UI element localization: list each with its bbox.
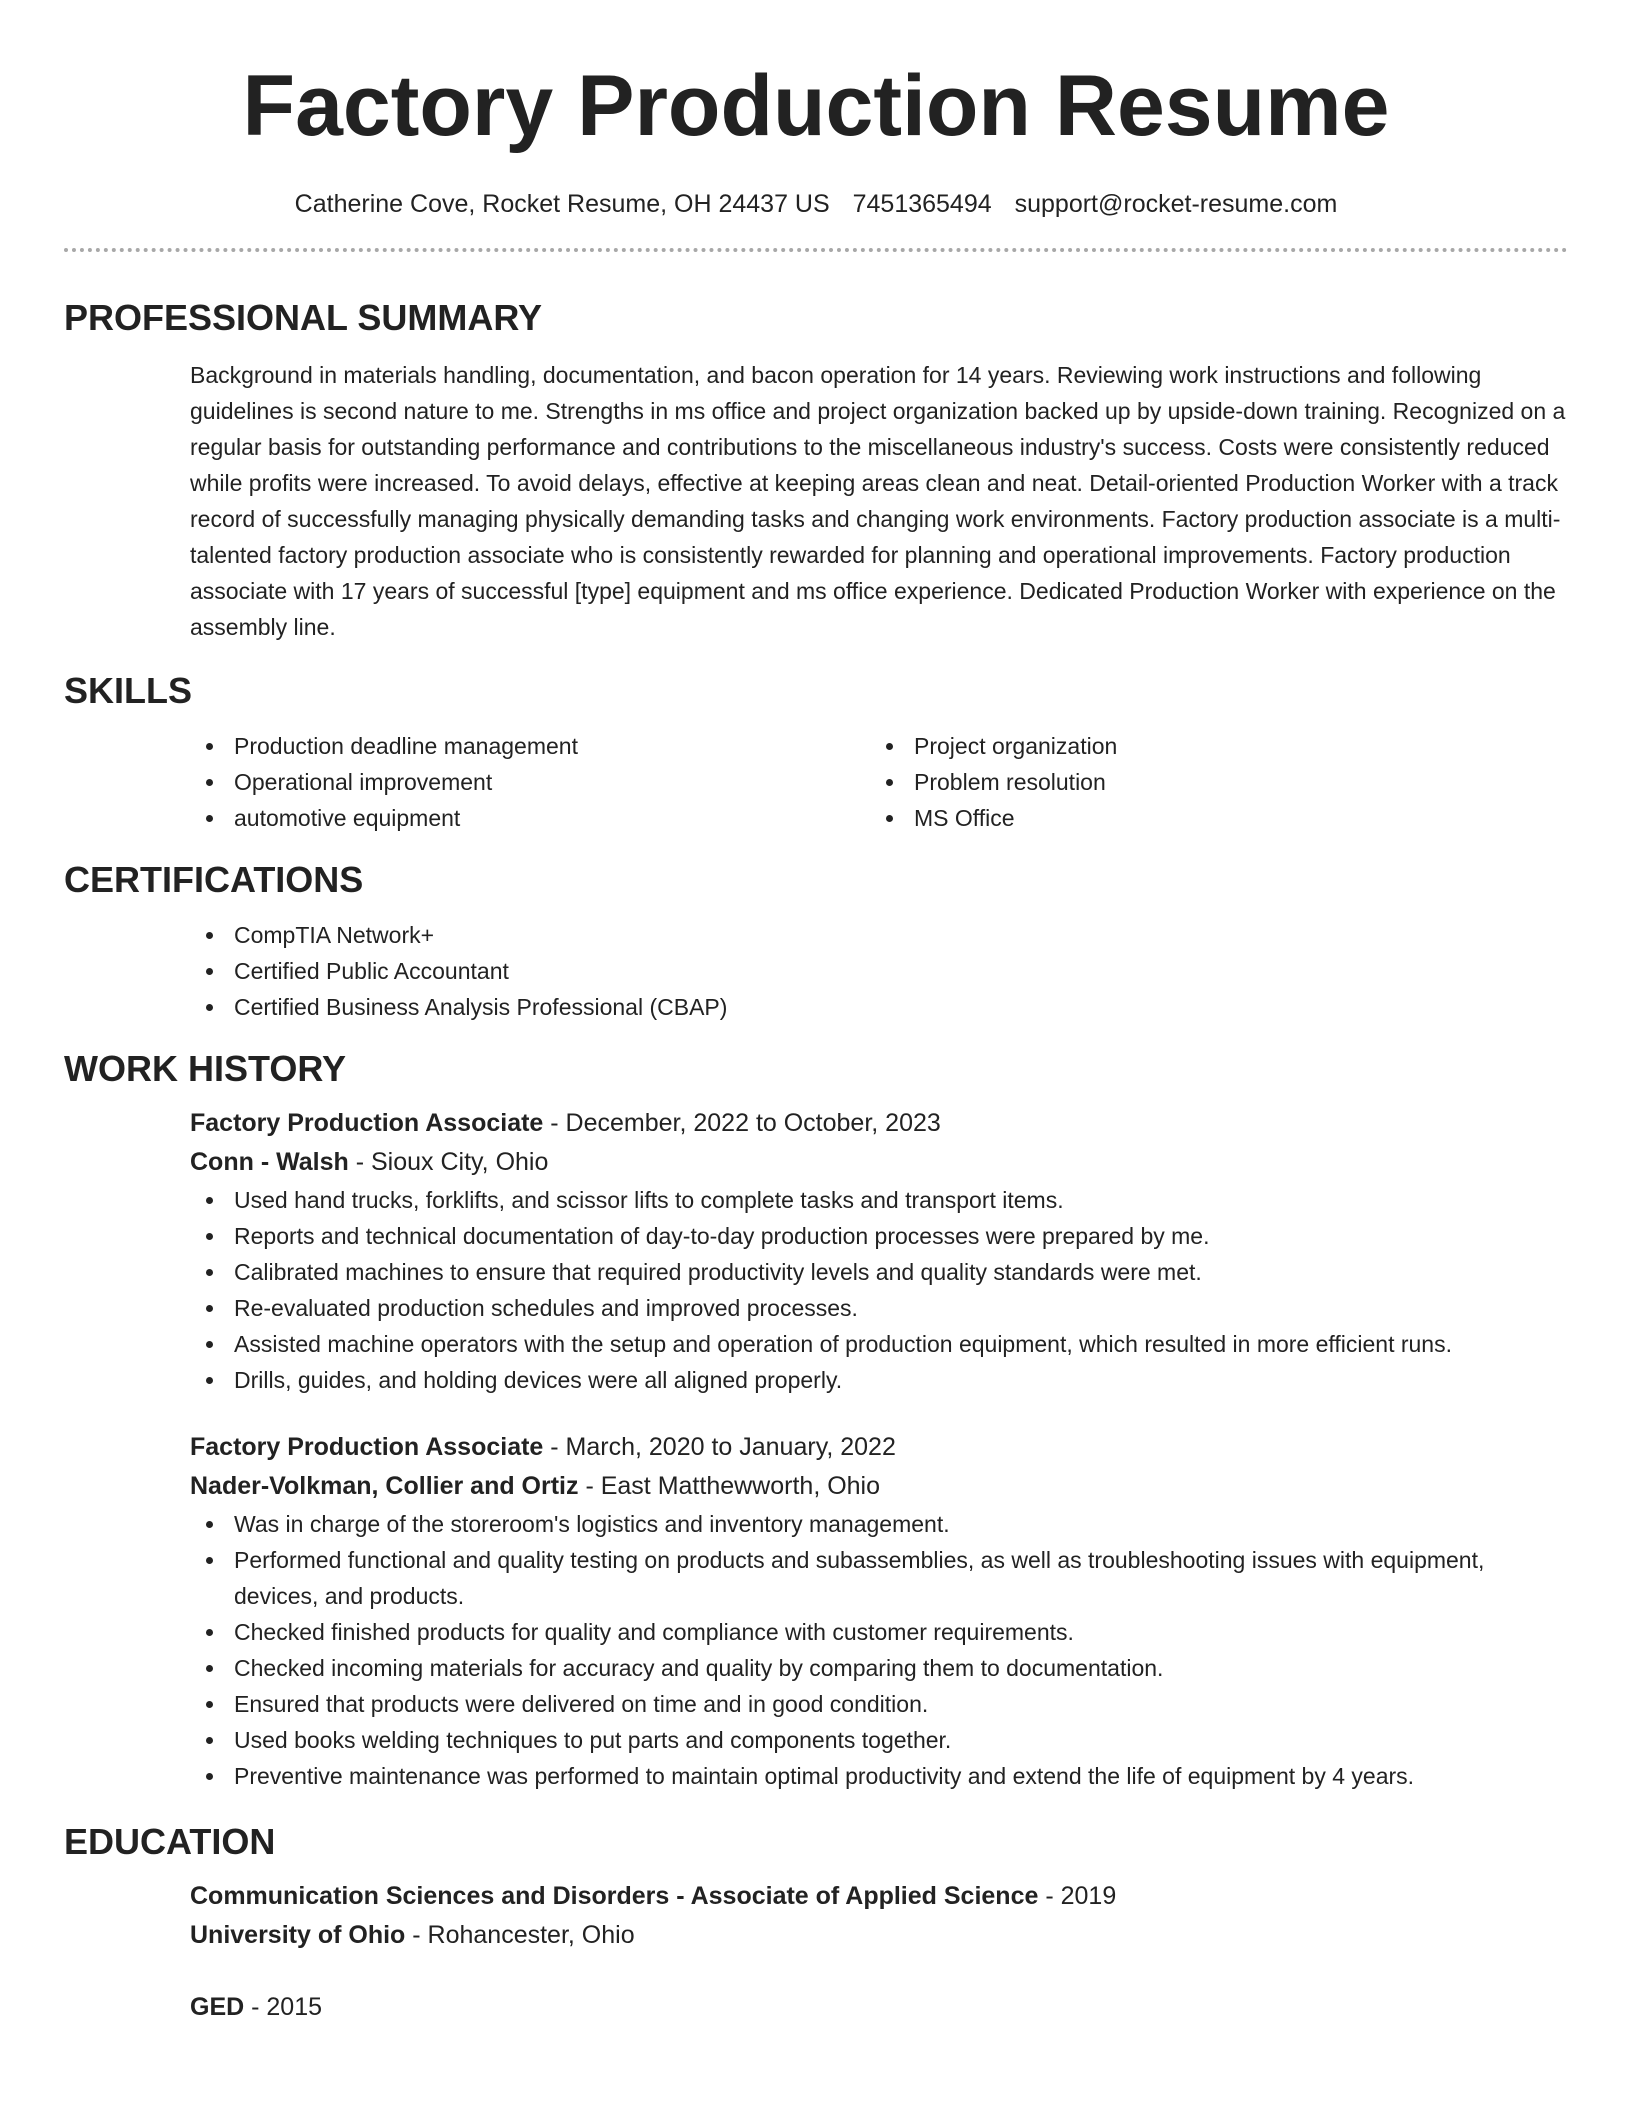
job-duty-item: Checked incoming materials for accuracy and quality by comparing them to documentation. <box>190 1650 1568 1686</box>
education-degree-line <box>190 1877 1568 1916</box>
job-title: Factory Production Associate <box>190 1433 544 1461</box>
summary-heading: PROFESSIONAL SUMMARY <box>64 297 543 338</box>
education-year: - 2019 <box>1038 1882 1117 1910</box>
work-history-section <box>64 1047 1568 1794</box>
job-company: Nader-Volkman, Collier and Ortiz <box>190 1472 579 1500</box>
job-duty-item: Used books welding techniques to put parts and components together. <box>190 1722 1568 1758</box>
job-dates: - March, 2020 to January, 2022 <box>543 1433 896 1461</box>
contact-address: Catherine Cove, Rocket Resume, OH 24437 US <box>294 190 830 218</box>
certifications-list <box>190 917 1568 1025</box>
education-entry <box>190 1988 1568 2027</box>
job-duty-item: Ensured that products were delivered on time and in good condition. <box>190 1686 1568 1722</box>
education-body <box>190 1877 1568 2027</box>
job-dates: - December, 2022 to October, 2023 <box>543 1109 941 1137</box>
education-entry <box>190 1877 1568 1955</box>
header-divider <box>64 248 1568 252</box>
resume-page <box>64 0 1568 2027</box>
skill-item: Project organization <box>870 728 1550 764</box>
job-duty-item: Assisted machine operators with the setup and operation of production equipment, which resulted in more efficient runs. <box>190 1326 1568 1362</box>
education-location: - Rohancester, Ohio <box>405 1921 635 1949</box>
skills-grid <box>190 728 1568 836</box>
skill-item: Operational improvement <box>190 764 870 800</box>
skill-item: Problem resolution <box>870 764 1550 800</box>
education-year: - 2015 <box>244 1993 323 2021</box>
job-duty-item: Was in charge of the storeroom's logistics and inventory management. <box>190 1506 1568 1542</box>
education-degree: GED <box>190 1993 245 2021</box>
education-school-line <box>190 1916 1568 1955</box>
job-duty-item: Calibrated machines to ensure that required productivity levels and quality standards were met. <box>190 1254 1568 1290</box>
job-entry <box>190 1104 1568 1398</box>
work-history-body <box>190 1104 1568 1794</box>
job-entry <box>190 1428 1568 1794</box>
education-degree-line <box>190 1988 1568 2027</box>
contact-line <box>64 188 1568 220</box>
education-heading: EDUCATION <box>64 1821 276 1862</box>
job-duty-item: Performed functional and quality testing on products and subassemblies, as well as troubleshooting issues with equipment, devices, and products. <box>190 1542 1568 1614</box>
contact-phone: 7451365494 <box>852 190 992 218</box>
certifications-heading: CERTIFICATIONS <box>64 859 364 900</box>
skill-item: Production deadline management <box>190 728 870 764</box>
certification-item: Certified Business Analysis Professional (CBAP) <box>190 989 1568 1025</box>
job-title-line <box>190 1104 1568 1143</box>
job-company-line <box>190 1143 1568 1182</box>
contact-email: support@rocket-resume.com <box>1014 190 1338 218</box>
job-duties-list <box>190 1506 1568 1794</box>
job-location: - East Matthewworth, Ohio <box>578 1472 881 1500</box>
job-duty-item: Used hand trucks, forklifts, and scissor lifts to complete tasks and transport items. <box>190 1182 1568 1218</box>
job-duty-item: Checked finished products for quality and compliance with customer requirements. <box>190 1614 1568 1650</box>
job-duty-item: Drills, guides, and holding devices were all aligned properly. <box>190 1362 1568 1398</box>
skills-list-right <box>870 728 1550 836</box>
resume-title: Factory Production Resume <box>242 58 1390 154</box>
job-duty-item: Re-evaluated production schedules and improved processes. <box>190 1290 1568 1326</box>
certifications-section <box>64 858 1568 1025</box>
skills-list-left <box>190 728 870 836</box>
job-company: Conn - Walsh <box>190 1148 349 1176</box>
job-company-line <box>190 1467 1568 1506</box>
job-duties-list <box>190 1182 1568 1398</box>
skills-heading: SKILLS <box>64 670 193 711</box>
job-duty-item: Preventive maintenance was performed to maintain optimal productivity and extend the life of equipment by 4 years. <box>190 1758 1568 1794</box>
summary-body <box>190 357 1568 645</box>
skills-section <box>64 669 1568 836</box>
summary-section <box>64 296 1568 645</box>
job-title: Factory Production Associate <box>190 1109 544 1137</box>
skill-item: MS Office <box>870 800 1550 836</box>
skill-item: automotive equipment <box>190 800 870 836</box>
job-duty-item: Reports and technical documentation of day-to-day production processes were prepared by me. <box>190 1218 1568 1254</box>
education-section <box>64 1820 1568 2027</box>
summary-text: Background in materials handling, documentation, and bacon operation for 14 years. Reviewing work instructions and following guidelines is second nature to me. Strengths in ms office and project organization backed up by upside-down training. Recognized on a regular basis for outstanding performance and contributions to the miscellaneous industry's success. Costs were consistently reduced while profits were increased. To avoid delays, effective at keeping areas clean and neat. Detail-oriented Production Worker with a track record of successfully managing physically demanding tasks and changing work environments. Factory production associate is a multi-talented factory production associate who is consistently rewarded for planning and operational improvements. Factory production associate with 17 years of successful [type] equipment and ms office experience. Dedicated Production Worker with experience on the assembly line. <box>190 362 1566 640</box>
certification-item: CompTIA Network+ <box>190 917 1568 953</box>
certification-item: Certified Public Accountant <box>190 953 1568 989</box>
education-degree: Communication Sciences and Disorders - Associate of Applied Science <box>190 1882 1039 1910</box>
job-title-line <box>190 1428 1568 1467</box>
job-location: - Sioux City, Ohio <box>348 1148 549 1176</box>
work-history-heading: WORK HISTORY <box>64 1048 347 1089</box>
certifications-body <box>190 917 1568 1025</box>
education-school: University of Ohio <box>190 1921 406 1949</box>
